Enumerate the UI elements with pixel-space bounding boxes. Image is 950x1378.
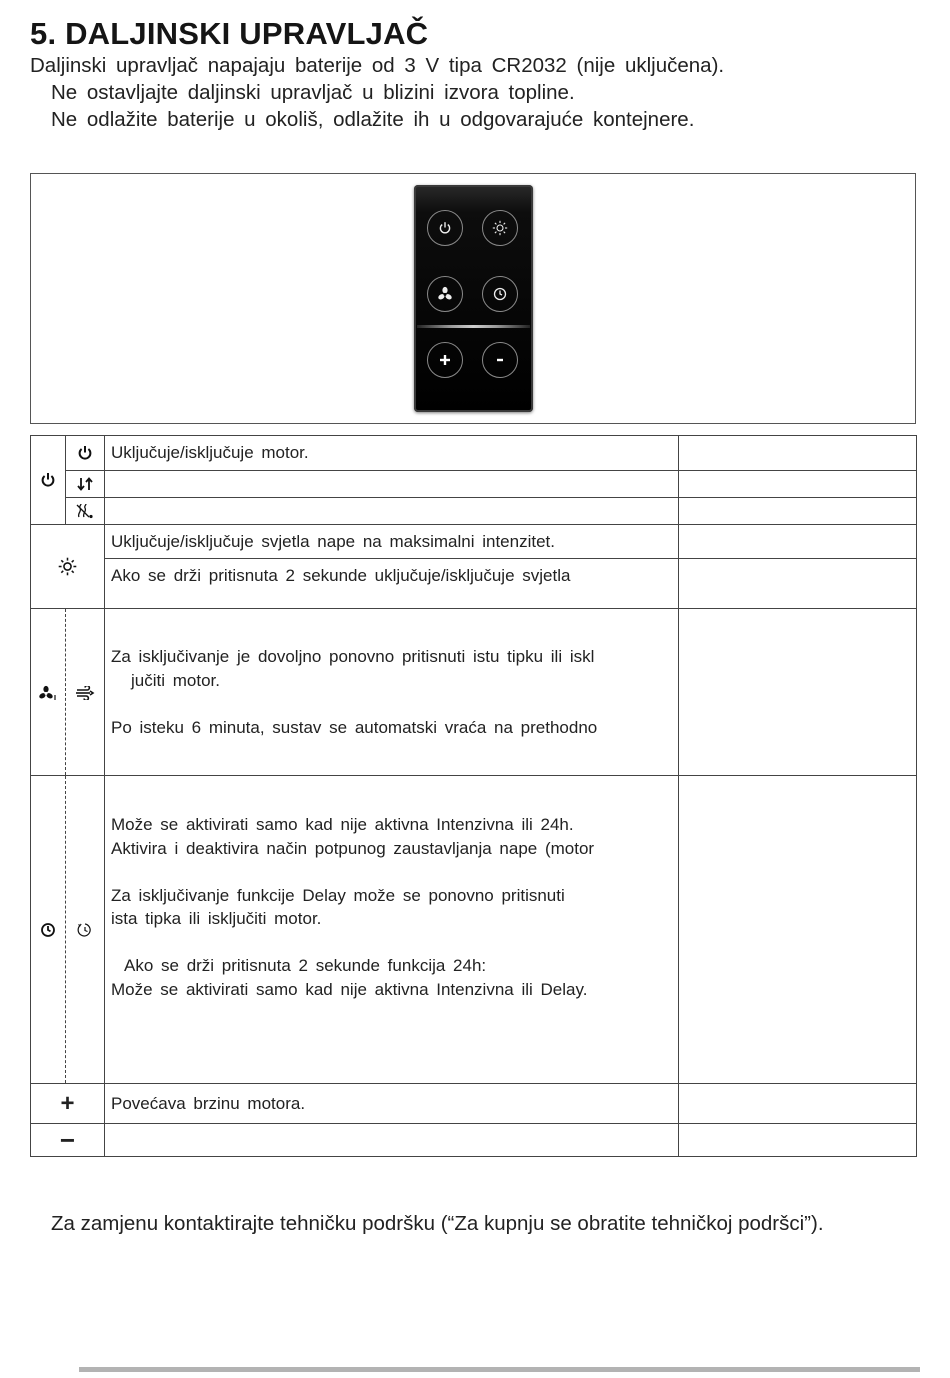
function-table [30,435,917,1157]
fan-text-line-1: Za isključivanje je dovoljno ponovno pritisnuti istu tipku ili iskl [111,647,595,666]
table-row-power-3 [31,497,917,524]
notes-cell [679,776,917,1084]
timer-icon-cell [31,776,66,1084]
table-row-fan [31,609,917,776]
arrows-sub-icon-cell [66,470,105,497]
page-bottom-rule [79,1367,920,1372]
sun-icon [492,220,508,236]
notes-cell [679,609,917,776]
timer-icon [40,922,56,938]
timer-text-line-4: ista tipka ili isključiti motor. [111,909,322,928]
power-sub-icon-cell [66,436,105,471]
table-row-plus [31,1084,917,1124]
notes-cell [679,524,917,559]
intro-line-disposal: Ne odlažite baterije u okoliš, odlažite ih u odgovarajuće kontejnere. [51,108,695,131]
power-icon [40,472,56,488]
remote-divider [417,325,530,328]
timer-text-line-1: Može se aktivirati samo kad nije aktivna Intenzivna ili 24h. [111,815,574,834]
timer-24h-icon-cell [66,776,105,1084]
notes-cell [679,497,917,524]
table-row-power-1 [31,436,917,471]
table-row-light-2 [31,559,917,609]
table-row-minus [31,1124,917,1157]
minus-description [105,1124,679,1157]
page-title: 5. DALJINSKI UPRAVLJAČ [30,16,429,51]
notes-cell [679,470,917,497]
no-odor-sub-icon-cell [66,497,105,524]
light-description: Uključuje/isključuje svjetla nape na maksimalni intenzitet. [105,524,679,559]
notes-cell [679,436,917,471]
sun-icon [58,557,77,576]
power-icon [77,445,93,461]
remote-timer-button[interactable] [482,276,518,312]
fan-description [105,609,679,776]
timer-icon [493,287,507,301]
remote-plus-button[interactable] [427,342,463,378]
power-description: Uključuje/isključuje motor. [105,436,679,471]
intro-line-heat-warning: Ne ostavljajte daljinski upravljač u blizini izvora topline. [51,81,575,104]
timer-description [105,776,679,1084]
up-down-arrows-icon [76,476,94,492]
intro-line-battery: Daljinski upravljač napajaju baterije od 3 V tipa CR2032 (nije uključena). [30,54,725,77]
notes-cell [679,1084,917,1124]
clock-24h-icon [77,922,93,938]
remote-minus-button[interactable] [482,342,518,378]
remote-control [414,185,533,412]
remote-power-button[interactable] [427,210,463,246]
power-description-2 [105,470,679,497]
power-group-cell [31,436,66,525]
plus-icon [438,353,452,367]
power-description-3 [105,497,679,524]
power-icon [438,221,452,235]
light-hold-description: Ako se drži pritisnuta 2 sekunde uključuje/isključuje svjetla [105,559,679,609]
table-row-light-1 [31,524,917,559]
wind-boost-icon [75,686,95,700]
minus-icon [493,353,507,367]
plus-symbol: + [31,1084,105,1124]
timer-text-line-5: Ako se drži pritisnuta 2 sekunde funkcija 24h: [124,956,487,975]
notes-cell [679,1124,917,1157]
fan-icon-cell [31,609,66,776]
fan-text-line-2: jučiti motor. [131,670,220,690]
fan-speed-1-icon [39,685,57,701]
intro-text [30,52,724,133]
remote-light-button[interactable] [482,210,518,246]
fan-icon [437,286,453,302]
light-icon-cell [31,524,105,609]
fan-text-line-3: Po isteku 6 minuta, sustav se automatski vraća na prethodno [111,717,598,737]
remote-figure [30,173,916,424]
timer-text-line-3: Za isključivanje funkcije Delay može se ponovno pritisnuti [111,885,565,905]
timer-text-line-6: Može se aktivirati samo kad nije aktivna Intenzivna ili Delay. [111,979,588,999]
table-row-power-2 [31,470,917,497]
timer-text-line-2: Aktivira i deaktivira način potpunog zaustavljanja nape (motor [111,838,595,858]
minus-symbol: − [31,1124,105,1157]
support-note: Za zamjenu kontaktirajte tehničku podršku (“Za kupnju se obratite tehničkoj podršci”). [51,1212,824,1235]
odor-off-icon [76,503,94,519]
table-row-timer [31,776,917,1084]
remote-fan-button[interactable] [427,276,463,312]
plus-description: Povećava brzinu motora. [105,1084,679,1124]
wind-icon-cell [66,609,105,776]
notes-cell [679,559,917,609]
